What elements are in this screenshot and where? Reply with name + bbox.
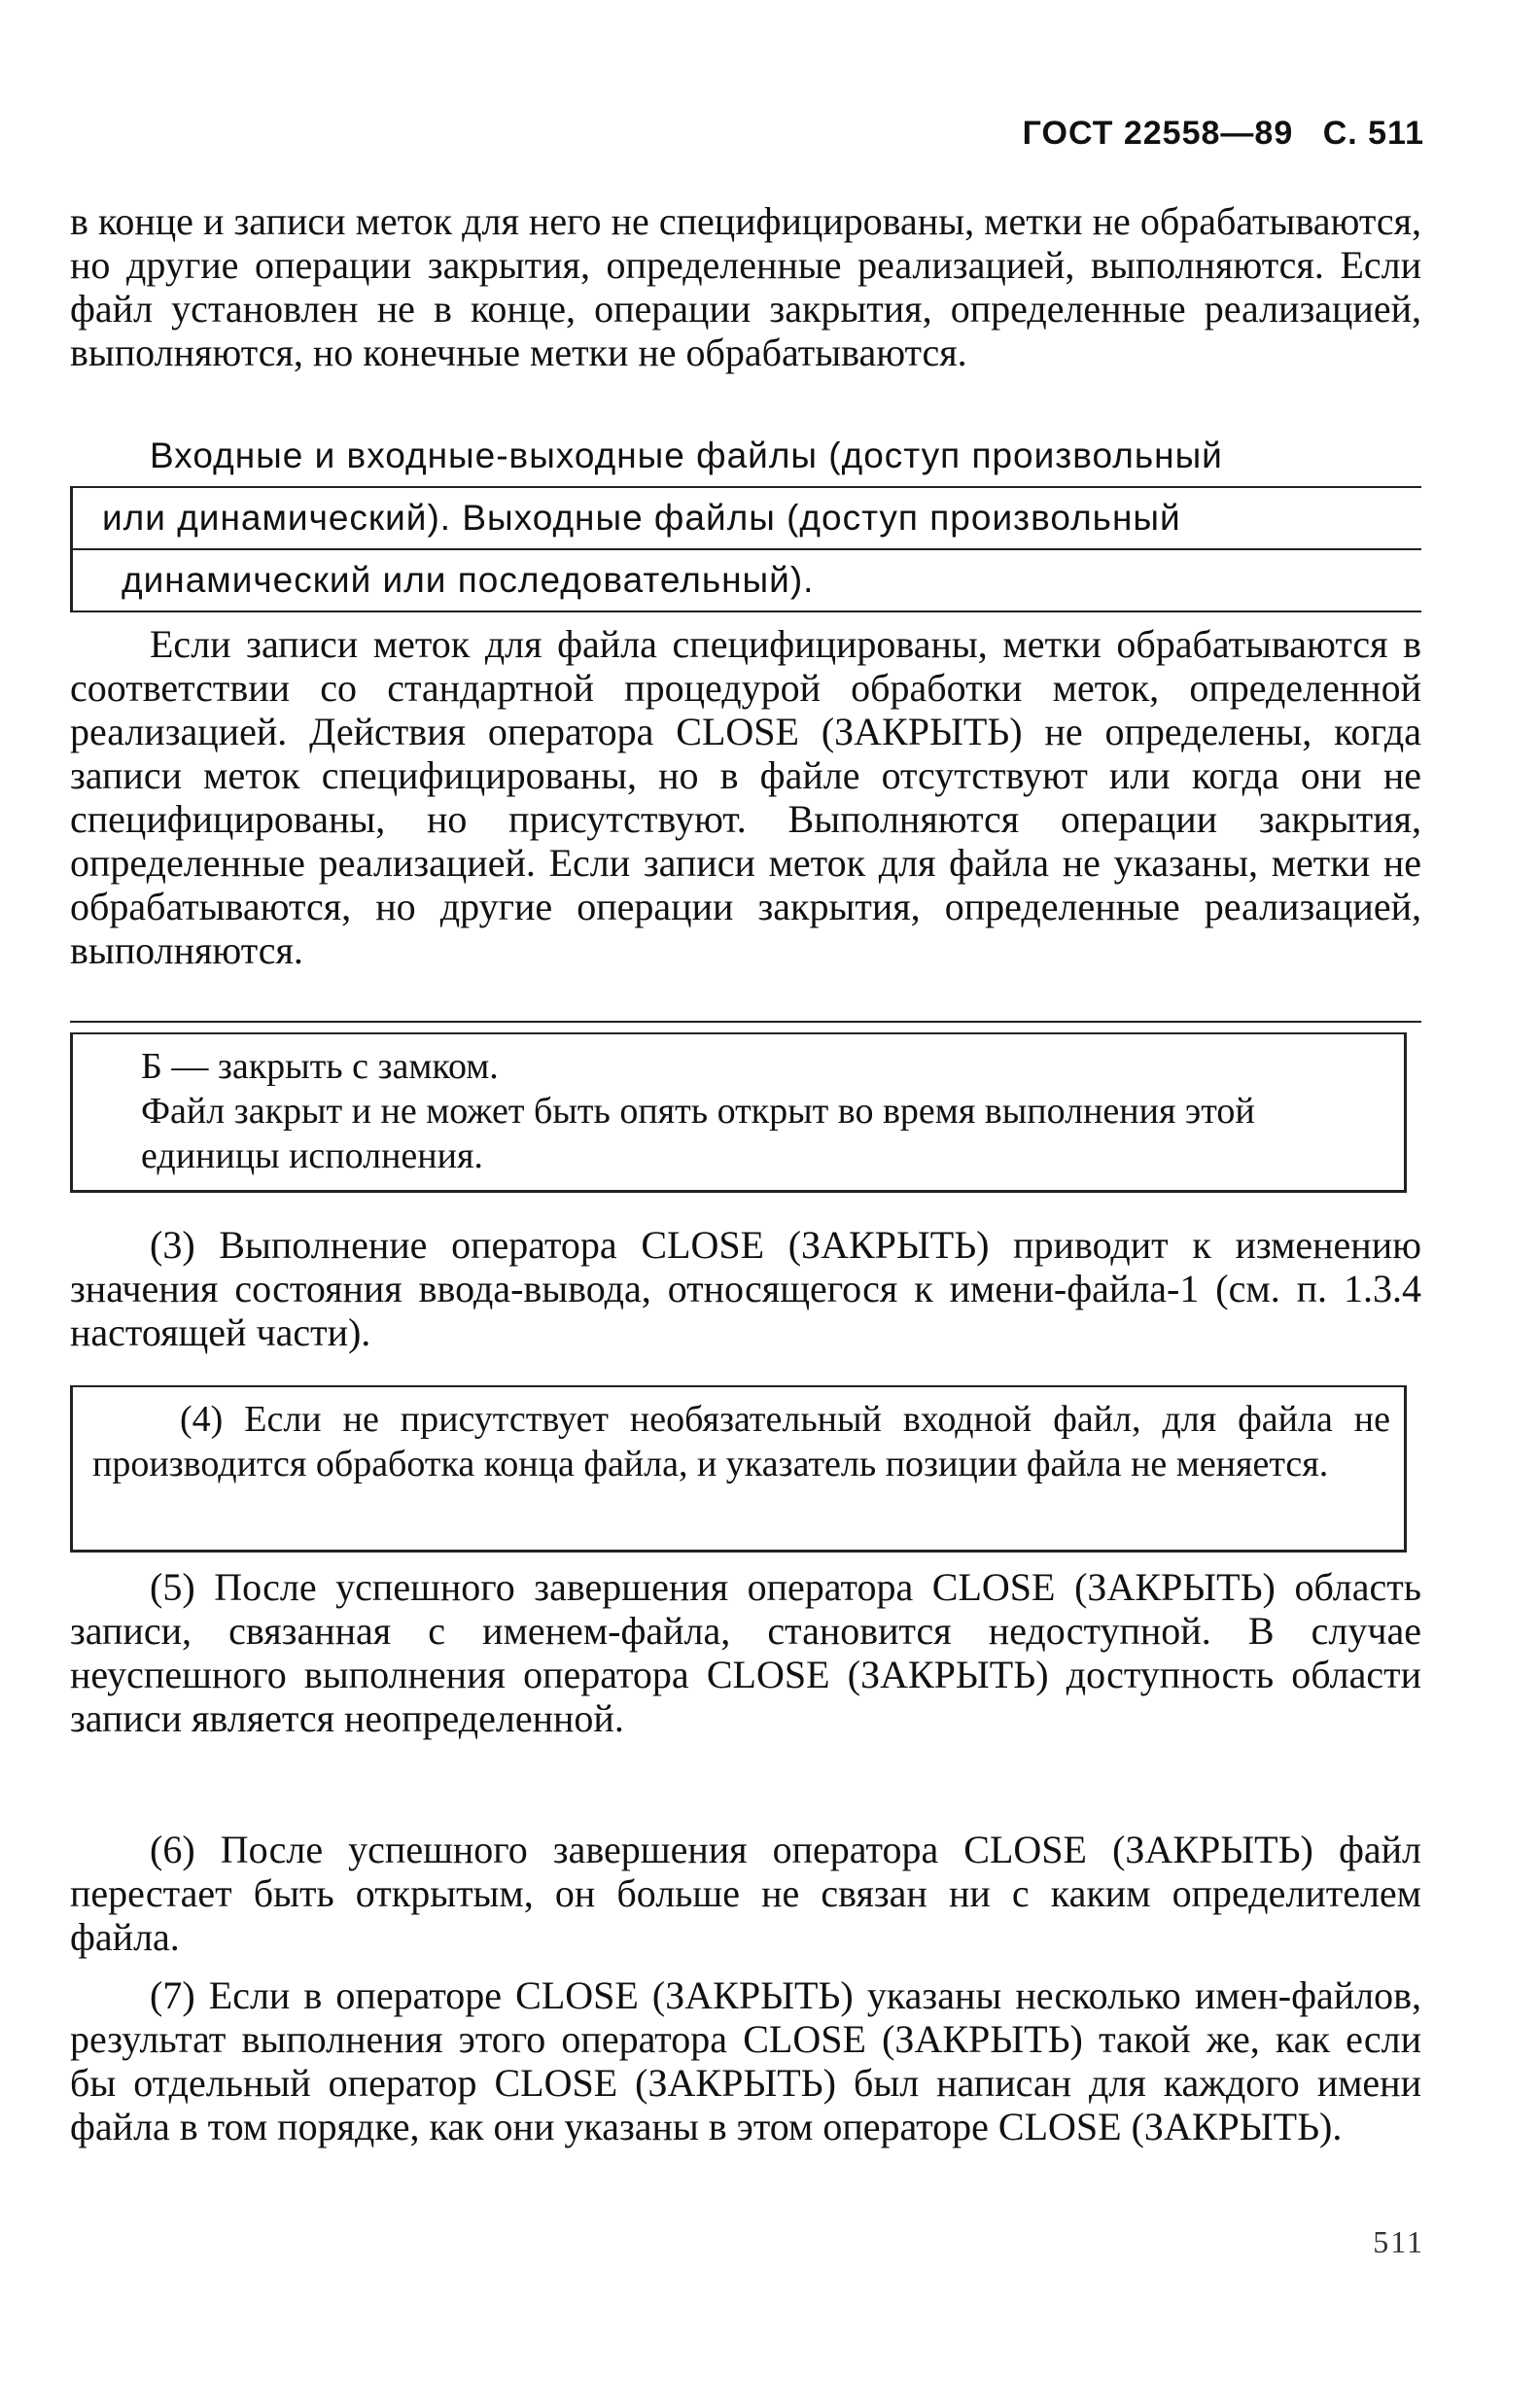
paragraph-3-text: (3) Выполнение оператора CLOSE (ЗАКРЫТЬ) приводит к изменению значения состояния ввода-вывода, относящегося к имени-файла-1 (см. п. 1.3.4 настоящей части).	[70, 1223, 1421, 1354]
paragraph-5	[70, 1565, 1421, 1740]
box-b-title: Б — закрыть с замком.	[141, 1046, 499, 1087]
page-header	[1003, 115, 1424, 153]
paragraph-7	[70, 1973, 1421, 2148]
box-b	[70, 1032, 1407, 1193]
boxed-line-3: динамический или последовательный).	[70, 550, 1421, 612]
box-4	[70, 1385, 1407, 1553]
divider-rule	[70, 1021, 1421, 1023]
header-page-ref: С. 511	[1322, 115, 1424, 152]
paragraph-5-text: (5) После успешного завершения оператора CLOSE (ЗАКРЫТЬ) область записи, связанная с именем-файла, становится недоступной. В случае неуспешного выполнения оператора CLOSE (ЗАКРЫТЬ) доступность области записи является неопределенной.	[70, 1565, 1421, 1740]
paragraph-2-text: Если записи меток для файла специфицированы, метки обрабатываются в соответствии со стандартной процедурой обработки меток, определенной реализацией. Действия оператора CLOSE (ЗАКРЫТЬ) не определены, когда записи меток специфицированы, но в файле отсутствуют или когда они не специфицированы, но присутствуют. Выполняются операции закрытия, определенные реализацией. Если записи меток для файла не указаны, метки не обрабатываются, но другие операции закрытия, определенные реализацией, выполняются.	[70, 622, 1421, 972]
paragraph-1	[70, 199, 1421, 374]
boxed-line-1: Входные и входные-выходные файлы (доступ произвольный	[70, 426, 1421, 488]
boxed-line-2: или динамический). Выходные файлы (доступ произвольный	[70, 488, 1421, 550]
paragraph-1-text: в конце и записи меток для него не специфицированы, метки не обрабатываются, но другие операции закрытия, определенные реализацией, выполняются. Если файл установлен не в конце, операции закрытия, определенные реализацией, выполняются, но конечные метки не обрабатываются.	[70, 199, 1421, 374]
paragraph-6	[70, 1828, 1421, 1959]
paragraph-2	[70, 622, 1421, 972]
paragraph-3	[70, 1223, 1421, 1354]
boxed-lines	[70, 426, 1421, 612]
page-number: 511	[1373, 2224, 1424, 2259]
paragraph-6-text: (6) После успешного завершения оператора CLOSE (ЗАКРЫТЬ) файл перестает быть открытым, он больше не связан ни с каким определителем файла.	[70, 1828, 1421, 1959]
box-b-text: Файл закрыт и не может быть опять открыт во время выполнения этой единицы исполнения.	[141, 1091, 1255, 1176]
box-4-text: (4) Если не присутствует необязательный входной файл, для файла не производится обработка конца файла, и указатель позиции файла не меняется.	[92, 1399, 1390, 1484]
paragraph-7-text: (7) Если в операторе CLOSE (ЗАКРЫТЬ) указаны несколько имен-файлов, результат выполнения этого оператора CLOSE (ЗАКРЫТЬ) такой же, как если бы отдельный оператор CLOSE (ЗАКРЫТЬ) был написан для каждого имени файла в том порядке, как они указаны в этом операторе CLOSE (ЗАКРЫТЬ).	[70, 1973, 1421, 2148]
header-standard: ГОСТ 22558—89	[1022, 115, 1294, 152]
